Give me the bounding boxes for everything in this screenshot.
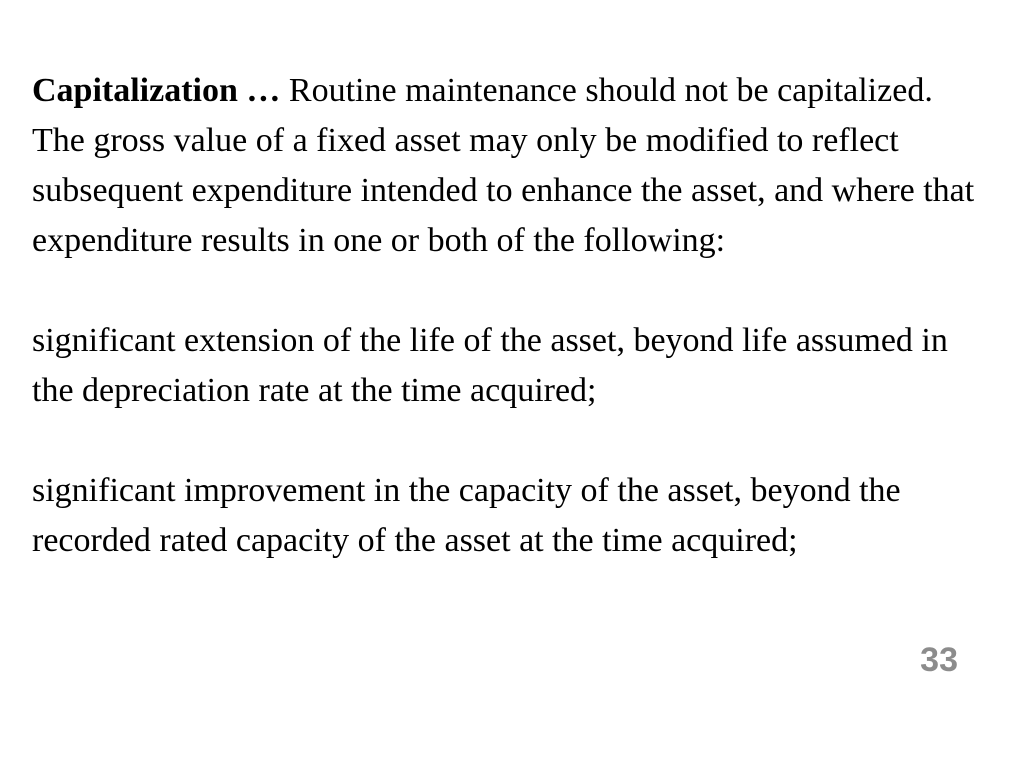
list-item-life-extension: significant extension of the life of the asset, beyond life assumed in the depreciation rate at the time acquired; <box>32 322 948 409</box>
intro-text: Routine maintenance should not be capitalized. The gross value of a fixed asset may only be modified to reflect subsequent expenditure intended to enhance the asset, and where that expenditure results in one or both of the following: <box>32 72 975 259</box>
heading: Capitalization … <box>32 72 281 109</box>
list-item-capacity-improvement: significant improvement in the capacity of the asset, beyond the recorded rated capacity of the asset at the time acquired; <box>32 472 901 559</box>
intro-paragraph <box>32 66 982 266</box>
paragraph-spacer <box>32 416 982 466</box>
paragraph-spacer <box>32 266 982 316</box>
slide-body <box>32 66 982 566</box>
page-number: 33 <box>920 641 958 679</box>
